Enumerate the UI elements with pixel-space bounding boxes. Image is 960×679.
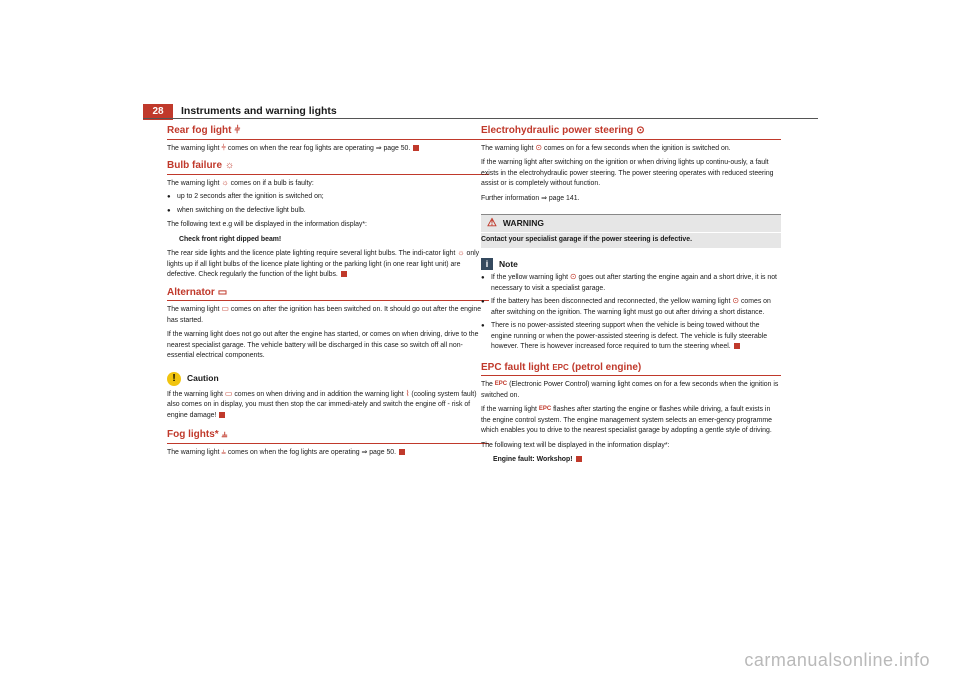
ehps-section — [481, 126, 781, 204]
epc-p3: The following text will be displayed in the information display*: — [481, 441, 670, 449]
bulb-heading: Bulb failure ☼ — [167, 161, 489, 175]
fog-light-icon: ⫨ — [221, 446, 226, 456]
fog-section — [167, 430, 489, 458]
epc-p2: If the warning light EPC flashes after starting the engine or flashes while driving, a fault exists in the engine control system. The engine management system selects an emer-gency programme which enables you to drive to the nearest specialist garage by adopting a gentle style of driving. — [481, 406, 772, 434]
list-item: ● up to 2 seconds after the ignition is switched on; — [167, 192, 489, 203]
header-rule — [143, 118, 818, 119]
epc-section — [481, 363, 781, 466]
page-number: 28 — [143, 104, 173, 120]
ehps-p2: If the warning light after switching on the ignition or when driving lights up continu-ously, a fault exists in the electrohydraulic power steering. The power steering operates with reduced steering assist or is completely without function. — [481, 159, 774, 187]
list-item: ● when switching on the defective light bulb. — [167, 206, 489, 217]
note-item: ● There is no power-assisted steering support when the vehicle is being towed without the engine running or when the power-assisted steering is defect. The vehicle is fully steerable however. There is however increased force required to turn the steering wheel. — [481, 321, 781, 353]
warning-box — [481, 214, 781, 248]
caution-text: If the warning light ▭ comes on when driving and in addition the warning light ⌇ (cooling system fault) also comes on in display, you must then stop the car immedi-ately and switch the engine off - risk of engine damage! — [167, 388, 477, 419]
end-mark — [413, 145, 419, 151]
steering-icon: ⊙ — [732, 296, 740, 306]
warning-triangle-icon: ⚠ — [487, 217, 497, 229]
bulb-display-text: Check front right dipped beam! — [179, 235, 282, 243]
rear-fog-icon: ⫩ — [221, 142, 226, 152]
battery-icon: ▭ — [224, 388, 233, 398]
running-title: Instruments and warning lights — [181, 105, 337, 117]
epc-heading: EPC fault light EPC (petrol engine) — [481, 363, 781, 377]
epc-p1: The EPC (Electronic Power Control) warning light comes on for a few seconds when the ignition is switched on. — [481, 381, 779, 399]
bulb-para: The rear side lights and the licence plate lighting require several light bulbs. The indi-cator light ☼ only lights up if all light bulbs of the licence plate lighting or the parking light (in one rear light unit) are defective. Check regularly the function of the light bulbs. — [167, 248, 480, 278]
bulb-icon: ☼ — [457, 248, 465, 258]
end-mark — [734, 343, 740, 349]
battery-icon: ▭ — [221, 304, 229, 314]
bulb-icon: ☼ — [225, 160, 235, 172]
bulb-intro: The warning light ☼ comes on if a bulb is faulty: — [167, 177, 314, 187]
watermark: carmanualsonline.info — [744, 650, 930, 670]
battery-icon: ▭ — [217, 286, 228, 298]
steering-icon: ⊙ — [636, 125, 645, 137]
ehps-p3: Further information ⇒ page 141. — [481, 194, 580, 202]
fog-text: The warning light ⫨ comes on when the fog lights are operating ⇒ page 50. — [167, 448, 489, 459]
ehps-heading: Electrohydraulic power steering ⊙ — [481, 126, 781, 140]
alternator-section — [167, 288, 489, 362]
bulb-display-intro: The following text e.g will be displayed in the information display*: — [167, 221, 367, 228]
rear-fog-section — [167, 126, 489, 154]
end-mark — [576, 456, 582, 462]
alternator-heading: Alternator ▭ — [167, 288, 489, 302]
end-mark — [219, 412, 225, 418]
alternator-p1: The warning light ▭ comes on after the ignition has been switched on. It should go out after the engine has started. — [167, 304, 482, 324]
note-icon: i — [481, 258, 493, 270]
warning-heading: ⚠ WARNING — [481, 215, 781, 232]
left-column — [167, 126, 489, 458]
fog-heading: Fog lights* ⫨ — [167, 430, 489, 444]
ehps-p1: The warning light ⊙ comes on for a few seconds when the ignition is switched on. — [481, 142, 731, 152]
caution-icon: ! — [167, 372, 181, 386]
end-mark — [341, 271, 347, 277]
coolant-icon: ⌇ — [405, 388, 410, 398]
rear-fog-text: The warning light ⫩ comes on when the rear fog lights are operating ⇒ page 50. — [167, 144, 489, 155]
epc-icon: EPC — [538, 406, 552, 413]
warning-text: Contact your specialist garage if the power steering is defective. — [481, 232, 781, 249]
end-mark — [399, 449, 405, 455]
rear-fog-heading: Rear fog light ⫩ — [167, 126, 489, 140]
fog-light-icon: ⫨ — [221, 429, 228, 441]
note-item: ● If the battery has been disconnected and reconnected, the yellow warning light ⊙ comes on after switching on the ignition. The warning light must go out after driving a short distance. — [481, 297, 781, 318]
alternator-p2: If the warning light does not go out after the engine has started, or comes on when driving, drive to the nearest specialist garage. The vehicle battery will be discharged in this case so switch off all non-essential electrical components. — [167, 331, 479, 359]
epc-display-text: Engine fault: Workshop! — [493, 455, 781, 466]
steering-icon: ⊙ — [535, 142, 543, 152]
caution-heading: ! Caution — [167, 372, 489, 386]
rear-fog-icon: ⫩ — [234, 125, 241, 137]
bulb-section — [167, 161, 489, 281]
right-column — [481, 126, 781, 466]
epc-icon: EPC — [552, 362, 569, 372]
note-heading: i Note — [481, 258, 781, 270]
bulb-icon: ☼ — [221, 177, 229, 187]
note-item: ● If the yellow warning light ⊙ goes out after starting the engine again and a short drive, it is not necessary to visit a specialist garage. — [481, 273, 781, 294]
steering-icon: ⊙ — [569, 272, 577, 282]
epc-icon: EPC — [494, 381, 508, 388]
